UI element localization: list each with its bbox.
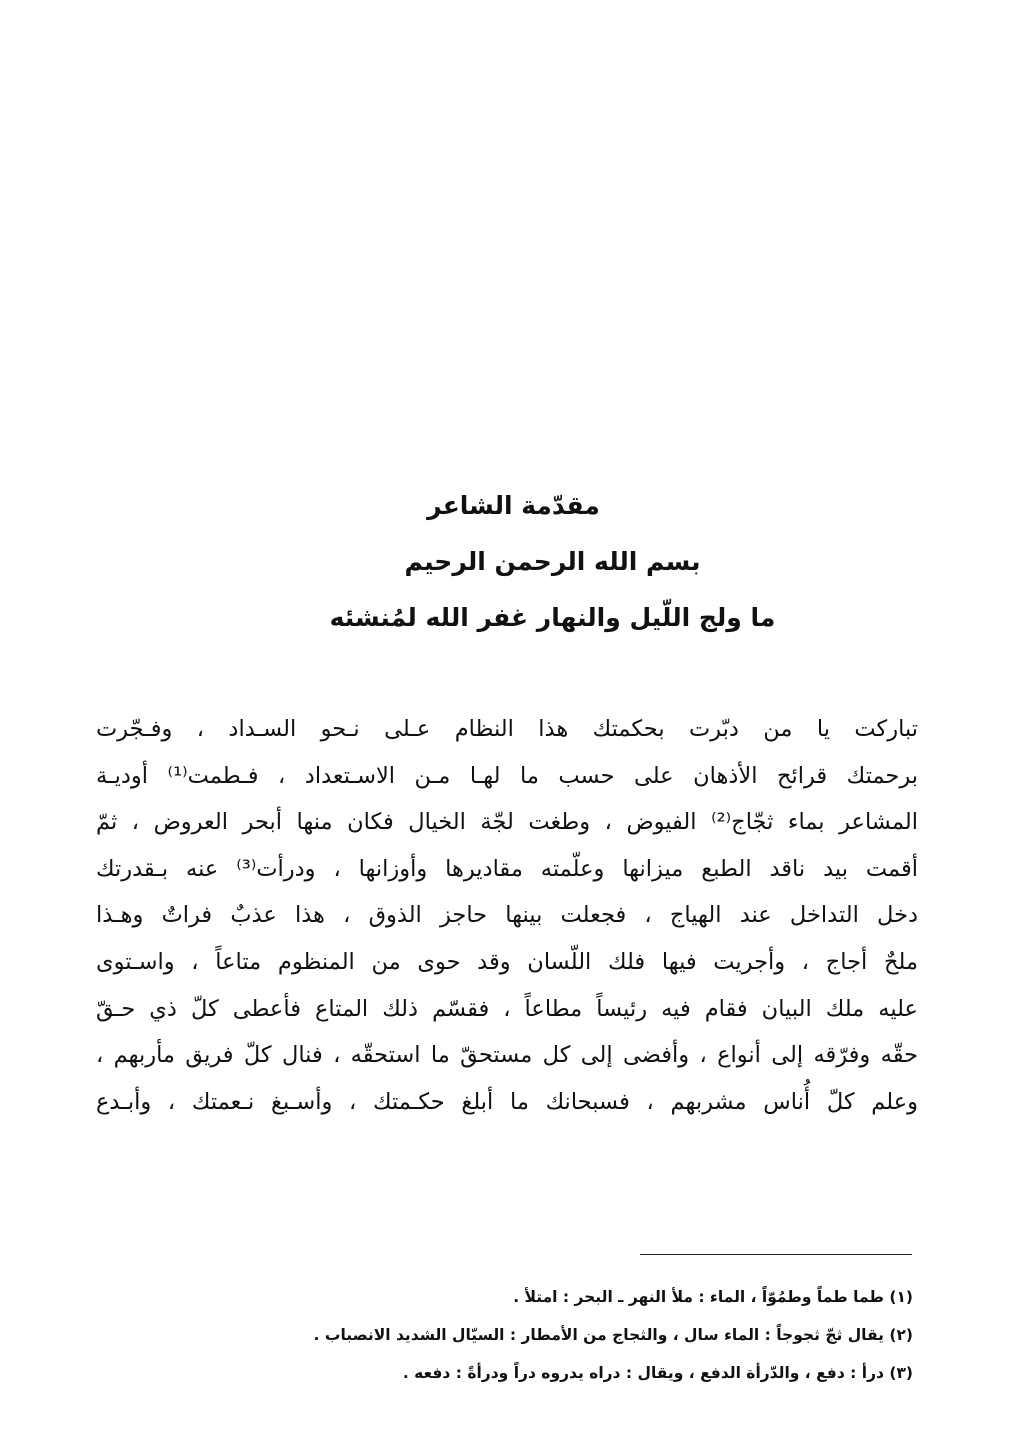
footnote-1: (١) طما طماً وطمُوّاً ، الماء : ملأ النهر ـ البحر : امتلأ .: [513, 1288, 913, 1306]
body-line: أقمت بيد ناقد الطبع ميزانها وعلّمته مقاديرها وأوزانها ، ودرأت⁽³⁾ عنه بـقدرتك: [96, 855, 918, 882]
body-line: حقّه وفرّقه إلى أنواع ، وأفضى إلى كل مستحقّ ما استحقّه ، فنال كلّ فريق مأربهم ،: [96, 1042, 918, 1069]
body-line: ملحٌ أجاج ، وأجريت فيها فلك اللّسان وقد حوى من المنظوم متاعاً ، واسـتوى: [96, 948, 918, 975]
footnote-separator: [640, 1254, 912, 1255]
footnote-2: (٢) يقال ثجّ ثجوجاً : الماء سال ، والثجاج من الأمطار : السيّال الشديد الانصباب .: [313, 1326, 913, 1344]
body-line: دخل التداخل عند الهياج ، فجعلت بينها حاجز الذوق ، هذا عذبٌ فراتٌ وهـذا: [96, 902, 918, 929]
body-line: وعلم كلّ أُناس مشربهم ، فسبحانك ما أبلغ حكـمتك ، وأسـبغ نـعمتك ، وأبـدع: [96, 1088, 918, 1115]
basmala: بسم الله الرحمن الرحيم: [404, 547, 701, 576]
page-title: مقدّمة الشاعر: [427, 491, 600, 520]
body-paragraph: [96, 706, 918, 1125]
footnotes: [91, 1278, 913, 1392]
body-line: المشاعر بماء ثجّاج⁽²⁾ الفيوض ، وطغت لجّة الخيال فكان منها أبحر العروض ، ثمّ: [96, 809, 918, 836]
footnote-3: (٣) درأ : دفع ، والدّرأة الدفع ، ويقال : دراه يدروه دراً ودرأةً : دفعه .: [402, 1364, 913, 1382]
dedication-line: ما ولج اللّيل والنهار غفر الله لمُنشئه: [329, 603, 776, 632]
body-line: عليه ملك البيان فقام فيه رئيساً مطاعاً ، فقسّم ذلك المتاع فأعطى كلّ ذي حـقّ: [96, 995, 918, 1022]
page-headings: [0, 478, 1009, 646]
body-line: تباركت يا من دبّرت بحكمتك هذا النظام عـلى نـحو السـداد ، وفـجّرت: [96, 716, 918, 742]
body-line: برحمتك قرائح الأذهان على حسب ما لهـا مـن الاسـتعداد ، فـطمت⁽¹⁾ أوديـة: [96, 762, 918, 789]
